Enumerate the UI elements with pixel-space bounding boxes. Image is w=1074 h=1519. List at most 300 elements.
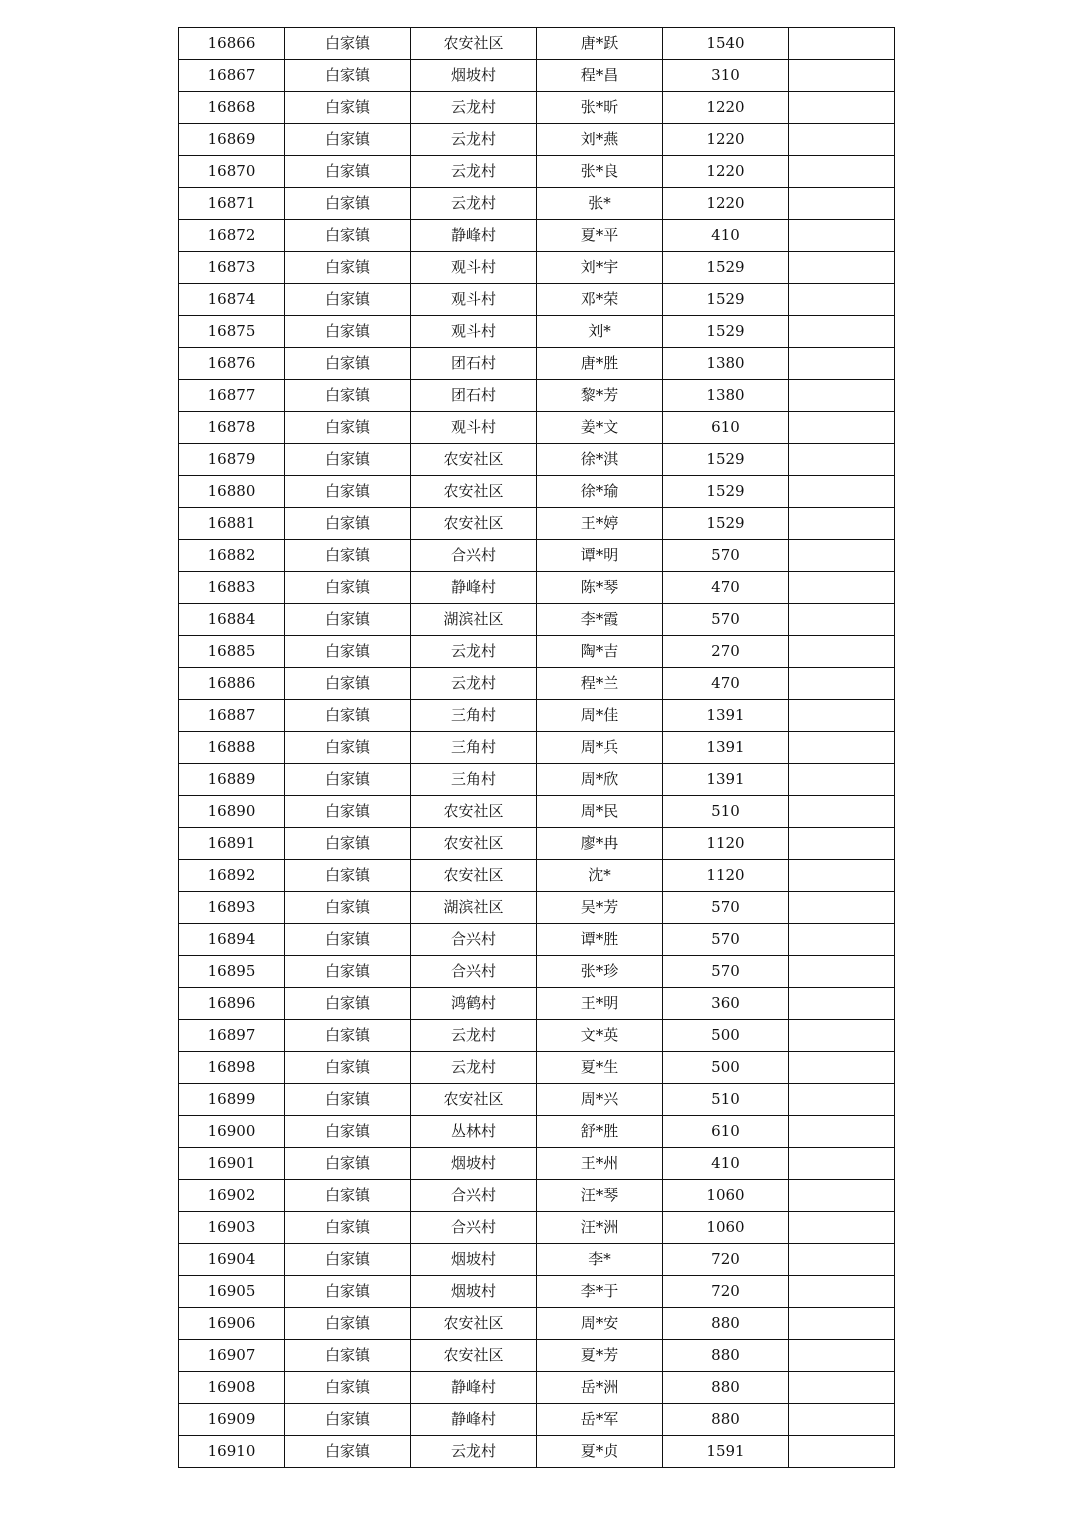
- table-row: [179, 1084, 895, 1116]
- town-cell: 白家镇: [285, 1308, 411, 1340]
- table-row: [179, 988, 895, 1020]
- village-cell: 合兴村: [411, 924, 537, 956]
- amount-cell: 1391: [663, 700, 789, 732]
- name-cell: 程*昌: [537, 60, 663, 92]
- remark-cell: [789, 892, 895, 924]
- name-cell: 周*兵: [537, 732, 663, 764]
- remark-cell: [789, 444, 895, 476]
- name-cell: 李*于: [537, 1276, 663, 1308]
- remark-cell: [789, 252, 895, 284]
- amount-cell: 500: [663, 1052, 789, 1084]
- serial-number-cell: 16889: [179, 764, 285, 796]
- table-row: [179, 892, 895, 924]
- serial-number-cell: 16907: [179, 1340, 285, 1372]
- amount-cell: 1391: [663, 732, 789, 764]
- name-cell: 舒*胜: [537, 1116, 663, 1148]
- table-row: [179, 572, 895, 604]
- village-cell: 合兴村: [411, 956, 537, 988]
- table-row: [179, 1020, 895, 1052]
- village-cell: 烟坡村: [411, 1244, 537, 1276]
- village-cell: 三角村: [411, 764, 537, 796]
- serial-number-cell: 16906: [179, 1308, 285, 1340]
- table-row: [179, 220, 895, 252]
- name-cell: 吴*芳: [537, 892, 663, 924]
- amount-cell: 1060: [663, 1212, 789, 1244]
- serial-number-cell: 16904: [179, 1244, 285, 1276]
- serial-number-cell: 16894: [179, 924, 285, 956]
- amount-cell: 1220: [663, 92, 789, 124]
- remark-cell: [789, 1244, 895, 1276]
- serial-number-cell: 16876: [179, 348, 285, 380]
- name-cell: 周*民: [537, 796, 663, 828]
- name-cell: 陈*琴: [537, 572, 663, 604]
- serial-number-cell: 16870: [179, 156, 285, 188]
- town-cell: 白家镇: [285, 508, 411, 540]
- amount-cell: 1591: [663, 1436, 789, 1468]
- remark-cell: [789, 1020, 895, 1052]
- serial-number-cell: 16884: [179, 604, 285, 636]
- village-cell: 云龙村: [411, 124, 537, 156]
- serial-number-cell: 16874: [179, 284, 285, 316]
- remark-cell: [789, 188, 895, 220]
- serial-number-cell: 16885: [179, 636, 285, 668]
- remark-cell: [789, 1148, 895, 1180]
- village-cell: 湖滨社区: [411, 892, 537, 924]
- town-cell: 白家镇: [285, 316, 411, 348]
- town-cell: 白家镇: [285, 1180, 411, 1212]
- name-cell: 张*: [537, 188, 663, 220]
- serial-number-cell: 16890: [179, 796, 285, 828]
- remark-cell: [789, 1116, 895, 1148]
- table-row: [179, 700, 895, 732]
- town-cell: 白家镇: [285, 1276, 411, 1308]
- amount-cell: 1380: [663, 348, 789, 380]
- village-cell: 观斗村: [411, 412, 537, 444]
- village-cell: 合兴村: [411, 1212, 537, 1244]
- remark-cell: [789, 508, 895, 540]
- amount-cell: 510: [663, 1084, 789, 1116]
- amount-cell: 470: [663, 668, 789, 700]
- remark-cell: [789, 124, 895, 156]
- name-cell: 周*佳: [537, 700, 663, 732]
- table-row: [179, 732, 895, 764]
- name-cell: 程*兰: [537, 668, 663, 700]
- town-cell: 白家镇: [285, 892, 411, 924]
- village-cell: 观斗村: [411, 252, 537, 284]
- amount-cell: 880: [663, 1372, 789, 1404]
- remark-cell: [789, 956, 895, 988]
- amount-cell: 1529: [663, 508, 789, 540]
- serial-number-cell: 16869: [179, 124, 285, 156]
- town-cell: 白家镇: [285, 412, 411, 444]
- village-cell: 云龙村: [411, 1020, 537, 1052]
- serial-number-cell: 16905: [179, 1276, 285, 1308]
- town-cell: 白家镇: [285, 252, 411, 284]
- village-cell: 农安社区: [411, 444, 537, 476]
- name-cell: 周*兴: [537, 1084, 663, 1116]
- town-cell: 白家镇: [285, 1116, 411, 1148]
- table-row: [179, 252, 895, 284]
- village-cell: 观斗村: [411, 316, 537, 348]
- table-row: [179, 508, 895, 540]
- village-cell: 农安社区: [411, 1084, 537, 1116]
- name-cell: 夏*贞: [537, 1436, 663, 1468]
- town-cell: 白家镇: [285, 668, 411, 700]
- serial-number-cell: 16871: [179, 188, 285, 220]
- town-cell: 白家镇: [285, 988, 411, 1020]
- village-cell: 农安社区: [411, 828, 537, 860]
- remark-cell: [789, 1212, 895, 1244]
- village-cell: 观斗村: [411, 284, 537, 316]
- serial-number-cell: 16900: [179, 1116, 285, 1148]
- amount-cell: 360: [663, 988, 789, 1020]
- town-cell: 白家镇: [285, 796, 411, 828]
- name-cell: 黎*芳: [537, 380, 663, 412]
- amount-cell: 1220: [663, 124, 789, 156]
- town-cell: 白家镇: [285, 444, 411, 476]
- remark-cell: [789, 1372, 895, 1404]
- town-cell: 白家镇: [285, 828, 411, 860]
- table-row: [179, 956, 895, 988]
- serial-number-cell: 16908: [179, 1372, 285, 1404]
- table-row: [179, 1404, 895, 1436]
- town-cell: 白家镇: [285, 1340, 411, 1372]
- amount-cell: 880: [663, 1308, 789, 1340]
- table-row: [179, 124, 895, 156]
- town-cell: 白家镇: [285, 924, 411, 956]
- town-cell: 白家镇: [285, 1244, 411, 1276]
- remark-cell: [789, 316, 895, 348]
- table-row: [179, 1116, 895, 1148]
- remark-cell: [789, 1180, 895, 1212]
- name-cell: 文*英: [537, 1020, 663, 1052]
- serial-number-cell: 16866: [179, 28, 285, 60]
- remark-cell: [789, 412, 895, 444]
- remark-cell: [789, 924, 895, 956]
- table-row: [179, 604, 895, 636]
- serial-number-cell: 16881: [179, 508, 285, 540]
- table-row: [179, 668, 895, 700]
- town-cell: 白家镇: [285, 124, 411, 156]
- amount-cell: 720: [663, 1276, 789, 1308]
- name-cell: 刘*宇: [537, 252, 663, 284]
- remark-cell: [789, 92, 895, 124]
- remark-cell: [789, 28, 895, 60]
- serial-number-cell: 16882: [179, 540, 285, 572]
- amount-cell: 310: [663, 60, 789, 92]
- name-cell: 王*明: [537, 988, 663, 1020]
- village-cell: 云龙村: [411, 92, 537, 124]
- name-cell: 姜*文: [537, 412, 663, 444]
- name-cell: 陶*吉: [537, 636, 663, 668]
- town-cell: 白家镇: [285, 156, 411, 188]
- remark-cell: [789, 220, 895, 252]
- amount-cell: 570: [663, 956, 789, 988]
- village-cell: 农安社区: [411, 28, 537, 60]
- serial-number-cell: 16872: [179, 220, 285, 252]
- town-cell: 白家镇: [285, 636, 411, 668]
- name-cell: 张*珍: [537, 956, 663, 988]
- town-cell: 白家镇: [285, 1020, 411, 1052]
- town-cell: 白家镇: [285, 764, 411, 796]
- serial-number-cell: 16909: [179, 1404, 285, 1436]
- village-cell: 云龙村: [411, 156, 537, 188]
- remark-cell: [789, 764, 895, 796]
- name-cell: 刘*燕: [537, 124, 663, 156]
- amount-cell: 610: [663, 1116, 789, 1148]
- serial-number-cell: 16886: [179, 668, 285, 700]
- name-cell: 张*昕: [537, 92, 663, 124]
- serial-number-cell: 16887: [179, 700, 285, 732]
- remark-cell: [789, 1276, 895, 1308]
- serial-number-cell: 16899: [179, 1084, 285, 1116]
- remark-cell: [789, 572, 895, 604]
- table-row: [179, 156, 895, 188]
- amount-cell: 1540: [663, 28, 789, 60]
- serial-number-cell: 16873: [179, 252, 285, 284]
- serial-number-cell: 16895: [179, 956, 285, 988]
- amount-cell: 270: [663, 636, 789, 668]
- name-cell: 夏*芳: [537, 1340, 663, 1372]
- serial-number-cell: 16892: [179, 860, 285, 892]
- town-cell: 白家镇: [285, 1148, 411, 1180]
- town-cell: 白家镇: [285, 1052, 411, 1084]
- table-row: [179, 348, 895, 380]
- name-cell: 岳*军: [537, 1404, 663, 1436]
- roster-table-body: [179, 28, 895, 1468]
- town-cell: 白家镇: [285, 732, 411, 764]
- town-cell: 白家镇: [285, 1436, 411, 1468]
- town-cell: 白家镇: [285, 28, 411, 60]
- serial-number-cell: 16880: [179, 476, 285, 508]
- town-cell: 白家镇: [285, 700, 411, 732]
- table-row: [179, 316, 895, 348]
- amount-cell: 1529: [663, 476, 789, 508]
- remark-cell: [789, 284, 895, 316]
- village-cell: 烟坡村: [411, 1148, 537, 1180]
- amount-cell: 470: [663, 572, 789, 604]
- table-row: [179, 764, 895, 796]
- table-row: [179, 444, 895, 476]
- table-row: [179, 924, 895, 956]
- remark-cell: [789, 796, 895, 828]
- town-cell: 白家镇: [285, 860, 411, 892]
- remark-cell: [789, 540, 895, 572]
- village-cell: 农安社区: [411, 1308, 537, 1340]
- village-cell: 合兴村: [411, 1180, 537, 1212]
- name-cell: 李*霞: [537, 604, 663, 636]
- table-row: [179, 188, 895, 220]
- town-cell: 白家镇: [285, 1084, 411, 1116]
- amount-cell: 1391: [663, 764, 789, 796]
- name-cell: 邓*荣: [537, 284, 663, 316]
- amount-cell: 1060: [663, 1180, 789, 1212]
- serial-number-cell: 16877: [179, 380, 285, 412]
- remark-cell: [789, 476, 895, 508]
- table-row: [179, 92, 895, 124]
- table-row: [179, 28, 895, 60]
- remark-cell: [789, 828, 895, 860]
- table-row: [179, 380, 895, 412]
- remark-cell: [789, 1084, 895, 1116]
- village-cell: 三角村: [411, 700, 537, 732]
- remark-cell: [789, 380, 895, 412]
- table-row: [179, 60, 895, 92]
- remark-cell: [789, 604, 895, 636]
- remark-cell: [789, 156, 895, 188]
- amount-cell: 410: [663, 220, 789, 252]
- table-row: [179, 1052, 895, 1084]
- remark-cell: [789, 60, 895, 92]
- village-cell: 合兴村: [411, 540, 537, 572]
- village-cell: 静峰村: [411, 1404, 537, 1436]
- remark-cell: [789, 1308, 895, 1340]
- serial-number-cell: 16897: [179, 1020, 285, 1052]
- name-cell: 李*: [537, 1244, 663, 1276]
- town-cell: 白家镇: [285, 1212, 411, 1244]
- village-cell: 烟坡村: [411, 60, 537, 92]
- serial-number-cell: 16910: [179, 1436, 285, 1468]
- amount-cell: 570: [663, 892, 789, 924]
- remark-cell: [789, 700, 895, 732]
- serial-number-cell: 16891: [179, 828, 285, 860]
- serial-number-cell: 16888: [179, 732, 285, 764]
- village-cell: 烟坡村: [411, 1276, 537, 1308]
- amount-cell: 500: [663, 1020, 789, 1052]
- village-cell: 静峰村: [411, 572, 537, 604]
- name-cell: 谭*胜: [537, 924, 663, 956]
- village-cell: 云龙村: [411, 188, 537, 220]
- amount-cell: 570: [663, 540, 789, 572]
- town-cell: 白家镇: [285, 572, 411, 604]
- serial-number-cell: 16903: [179, 1212, 285, 1244]
- table-row: [179, 476, 895, 508]
- serial-number-cell: 16879: [179, 444, 285, 476]
- name-cell: 汪*洲: [537, 1212, 663, 1244]
- amount-cell: 1529: [663, 444, 789, 476]
- amount-cell: 1120: [663, 860, 789, 892]
- amount-cell: 410: [663, 1148, 789, 1180]
- table-row: [179, 1372, 895, 1404]
- serial-number-cell: 16867: [179, 60, 285, 92]
- name-cell: 唐*跃: [537, 28, 663, 60]
- table-row: [179, 1308, 895, 1340]
- name-cell: 夏*平: [537, 220, 663, 252]
- town-cell: 白家镇: [285, 92, 411, 124]
- name-cell: 谭*明: [537, 540, 663, 572]
- village-cell: 农安社区: [411, 476, 537, 508]
- serial-number-cell: 16878: [179, 412, 285, 444]
- remark-cell: [789, 1052, 895, 1084]
- serial-number-cell: 16883: [179, 572, 285, 604]
- serial-number-cell: 16902: [179, 1180, 285, 1212]
- town-cell: 白家镇: [285, 956, 411, 988]
- amount-cell: 1220: [663, 156, 789, 188]
- amount-cell: 1220: [663, 188, 789, 220]
- amount-cell: 570: [663, 924, 789, 956]
- name-cell: 汪*琴: [537, 1180, 663, 1212]
- amount-cell: 1529: [663, 252, 789, 284]
- amount-cell: 1529: [663, 316, 789, 348]
- amount-cell: 880: [663, 1340, 789, 1372]
- table-row: [179, 1244, 895, 1276]
- village-cell: 静峰村: [411, 220, 537, 252]
- remark-cell: [789, 860, 895, 892]
- amount-cell: 510: [663, 796, 789, 828]
- name-cell: 唐*胜: [537, 348, 663, 380]
- town-cell: 白家镇: [285, 476, 411, 508]
- remark-cell: [789, 668, 895, 700]
- table-row: [179, 1180, 895, 1212]
- village-cell: 农安社区: [411, 1340, 537, 1372]
- table-row: [179, 796, 895, 828]
- village-cell: 团石村: [411, 380, 537, 412]
- remark-cell: [789, 1404, 895, 1436]
- name-cell: 刘*: [537, 316, 663, 348]
- name-cell: 岳*洲: [537, 1372, 663, 1404]
- remark-cell: [789, 1340, 895, 1372]
- remark-cell: [789, 732, 895, 764]
- town-cell: 白家镇: [285, 540, 411, 572]
- village-cell: 云龙村: [411, 1436, 537, 1468]
- name-cell: 廖*冉: [537, 828, 663, 860]
- table-row: [179, 1212, 895, 1244]
- table-row: [179, 828, 895, 860]
- name-cell: 王*婷: [537, 508, 663, 540]
- village-cell: 农安社区: [411, 860, 537, 892]
- village-cell: 农安社区: [411, 508, 537, 540]
- town-cell: 白家镇: [285, 60, 411, 92]
- name-cell: 周*欣: [537, 764, 663, 796]
- name-cell: 沈*: [537, 860, 663, 892]
- village-cell: 云龙村: [411, 668, 537, 700]
- serial-number-cell: 16896: [179, 988, 285, 1020]
- town-cell: 白家镇: [285, 188, 411, 220]
- village-cell: 湖滨社区: [411, 604, 537, 636]
- village-cell: 静峰村: [411, 1372, 537, 1404]
- remark-cell: [789, 348, 895, 380]
- roster-table: [178, 27, 895, 1468]
- name-cell: 徐*瑜: [537, 476, 663, 508]
- town-cell: 白家镇: [285, 348, 411, 380]
- table-row: [179, 1340, 895, 1372]
- village-cell: 三角村: [411, 732, 537, 764]
- remark-cell: [789, 988, 895, 1020]
- name-cell: 徐*淇: [537, 444, 663, 476]
- amount-cell: 1529: [663, 284, 789, 316]
- table-row: [179, 1436, 895, 1468]
- serial-number-cell: 16868: [179, 92, 285, 124]
- remark-cell: [789, 1436, 895, 1468]
- table-row: [179, 860, 895, 892]
- town-cell: 白家镇: [285, 220, 411, 252]
- serial-number-cell: 16875: [179, 316, 285, 348]
- village-cell: 云龙村: [411, 636, 537, 668]
- amount-cell: 610: [663, 412, 789, 444]
- name-cell: 张*良: [537, 156, 663, 188]
- serial-number-cell: 16898: [179, 1052, 285, 1084]
- serial-number-cell: 16893: [179, 892, 285, 924]
- remark-cell: [789, 636, 895, 668]
- town-cell: 白家镇: [285, 1372, 411, 1404]
- village-cell: 丛林村: [411, 1116, 537, 1148]
- town-cell: 白家镇: [285, 1404, 411, 1436]
- town-cell: 白家镇: [285, 380, 411, 412]
- serial-number-cell: 16901: [179, 1148, 285, 1180]
- name-cell: 王*州: [537, 1148, 663, 1180]
- amount-cell: 570: [663, 604, 789, 636]
- town-cell: 白家镇: [285, 604, 411, 636]
